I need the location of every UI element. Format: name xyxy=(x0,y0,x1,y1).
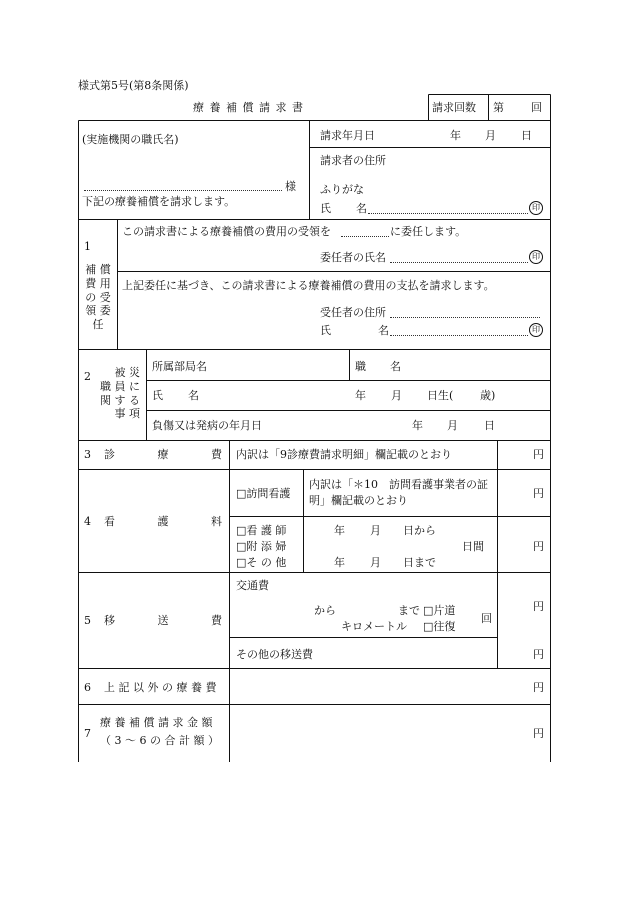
post-label-mei: 名 xyxy=(390,360,401,373)
injury-month[interactable]: 月 xyxy=(447,419,458,432)
recipient-seal-icon: 印 xyxy=(529,323,543,337)
injury-year[interactable]: 年 xyxy=(412,419,423,432)
sama-suffix: 様 xyxy=(285,180,296,193)
claimant-address-label: 請求者の住所 xyxy=(320,154,386,167)
section5-label: 移 送 費 xyxy=(104,614,222,627)
medical-fee-yen[interactable]: 円 xyxy=(533,448,544,461)
nurse-checkbox[interactable]: □看 護 師 xyxy=(236,524,287,537)
section7-number: 7 xyxy=(84,727,91,740)
one-way-checkbox[interactable]: □片道 xyxy=(423,604,456,617)
section6-number: 6 xyxy=(84,681,91,694)
recipient-name-mei: 名 xyxy=(378,324,389,337)
nursing-to-year[interactable]: 年 xyxy=(334,556,345,569)
delegator-seal-icon: 印 xyxy=(529,250,543,264)
delegate-name-field[interactable] xyxy=(341,236,389,237)
claimant-name-mei: 名 xyxy=(356,202,367,215)
recipient-address-field[interactable] xyxy=(390,317,540,318)
nursing-yen[interactable]: 円 xyxy=(533,540,544,553)
delegator-name-label: 委任者の氏名 xyxy=(320,251,386,264)
section2-label: 被 災 職 員 に 関 す る 事 項 xyxy=(100,366,140,421)
home-nursing-yen[interactable]: 円 xyxy=(533,487,544,500)
section7-label-line1: 療 養 補 償 請 求 金 額 xyxy=(100,716,213,729)
employee-name-mei: 名 xyxy=(188,389,199,402)
request-statement: 下記の療養補償を請求します。 xyxy=(82,195,236,208)
nursing-from-year[interactable]: 年 xyxy=(334,524,345,537)
payment-request-text: 上記委任に基づき、この請求書による療養補償の費用の支払を請求します。 xyxy=(122,279,495,292)
nursing-from-month[interactable]: 月 xyxy=(370,524,381,537)
kilometer-field[interactable]: キロメートル xyxy=(341,620,407,633)
section5-number: 5 xyxy=(84,614,91,627)
home-nursing-checkbox[interactable]: □訪問看護 xyxy=(236,487,291,500)
other-expense-yen[interactable]: 円 xyxy=(533,681,544,694)
section3-number: 3 xyxy=(84,448,91,461)
total-amount-yen[interactable]: 円 xyxy=(533,727,544,740)
claim-count-kai[interactable]: 回 xyxy=(531,101,542,114)
round-trip-checkbox[interactable]: □往復 xyxy=(423,620,456,633)
home-nursing-detail-line1: 内訳は「＊10 訪問看護事業者の証 xyxy=(309,478,488,491)
age-field[interactable]: 歳) xyxy=(480,389,496,402)
claim-date-year[interactable]: 年 xyxy=(450,129,461,142)
form-number-label: 様式第5号(第8条関係) xyxy=(78,79,189,92)
section7-label-line2: （ 3 ～ 6 の 合 計 額 ） xyxy=(100,734,219,747)
birth-month[interactable]: 月 xyxy=(391,389,402,402)
section4-label: 看 護 料 xyxy=(104,515,222,528)
claim-date-day[interactable]: 日 xyxy=(521,129,532,142)
claim-date-label: 請求年月日 xyxy=(320,129,375,142)
post-label-shoku: 職 xyxy=(355,360,366,373)
department-label: 所属部局名 xyxy=(152,360,207,373)
delegation-text-post: に委任します。 xyxy=(390,225,467,238)
recipient-name-shi: 氏 xyxy=(320,324,331,337)
claimant-name-field[interactable] xyxy=(368,213,528,214)
section4-number: 4 xyxy=(84,515,91,528)
transport-yen[interactable]: 円 xyxy=(533,600,544,613)
transport-to[interactable]: まで xyxy=(398,604,420,617)
form-title: 療 養 補 償 請 求 書 xyxy=(193,101,304,114)
section6-label: 上 記 以 外 の 療 養 費 xyxy=(104,681,217,694)
trip-count[interactable]: 回 xyxy=(481,612,492,625)
nursing-from-day[interactable]: 日から xyxy=(403,524,436,537)
claim-count-label: 請求回数 xyxy=(432,101,476,114)
home-nursing-detail-line2: 明」欄記載のとおり xyxy=(309,494,408,507)
furigana-label: ふりがな xyxy=(320,183,364,196)
medical-fee-detail: 内訳は「9診療費請求明細」欄記載のとおり xyxy=(236,448,452,461)
birth-year[interactable]: 年 xyxy=(355,389,366,402)
other-transport-yen[interactable]: 円 xyxy=(533,648,544,661)
recipient-address-label: 受任者の住所 xyxy=(320,306,386,319)
section3-label: 診 療 費 xyxy=(104,448,222,461)
recipient-name-field[interactable] xyxy=(390,335,528,336)
nursing-to-month[interactable]: 月 xyxy=(370,556,381,569)
birth-day[interactable]: 日生( xyxy=(427,389,454,402)
section2-number: 2 xyxy=(84,370,91,383)
injury-day[interactable]: 日 xyxy=(484,419,495,432)
claim-count-dai: 第 xyxy=(493,101,504,114)
delegation-text-pre: この請求書による療養補償の費用の受領を xyxy=(122,225,331,238)
other-checkbox[interactable]: □そ の 他 xyxy=(236,556,287,569)
injury-date-label: 負傷又は発病の年月日 xyxy=(152,419,262,432)
section1-number: 1 xyxy=(84,240,91,253)
claimant-name-shi: 氏 xyxy=(320,202,331,215)
delegator-name-field[interactable] xyxy=(390,262,528,263)
section1-label: 補 償 費 用 の 受 領 委 任 xyxy=(85,263,111,331)
nursing-to-day[interactable]: 日まで xyxy=(403,556,436,569)
claimant-seal-icon: 印 xyxy=(529,201,543,215)
transport-label: 交通費 xyxy=(236,579,269,592)
claim-date-month[interactable]: 月 xyxy=(485,129,496,142)
agency-name-field[interactable] xyxy=(84,190,282,191)
agency-label: (実施機関の職氏名) xyxy=(82,133,179,146)
employee-name-shi: 氏 xyxy=(152,389,163,402)
attendant-checkbox[interactable]: □附 添 婦 xyxy=(236,540,287,553)
other-transport-label: その他の移送費 xyxy=(236,648,313,661)
nursing-days[interactable]: 日間 xyxy=(462,540,484,553)
transport-from[interactable]: から xyxy=(314,604,336,617)
